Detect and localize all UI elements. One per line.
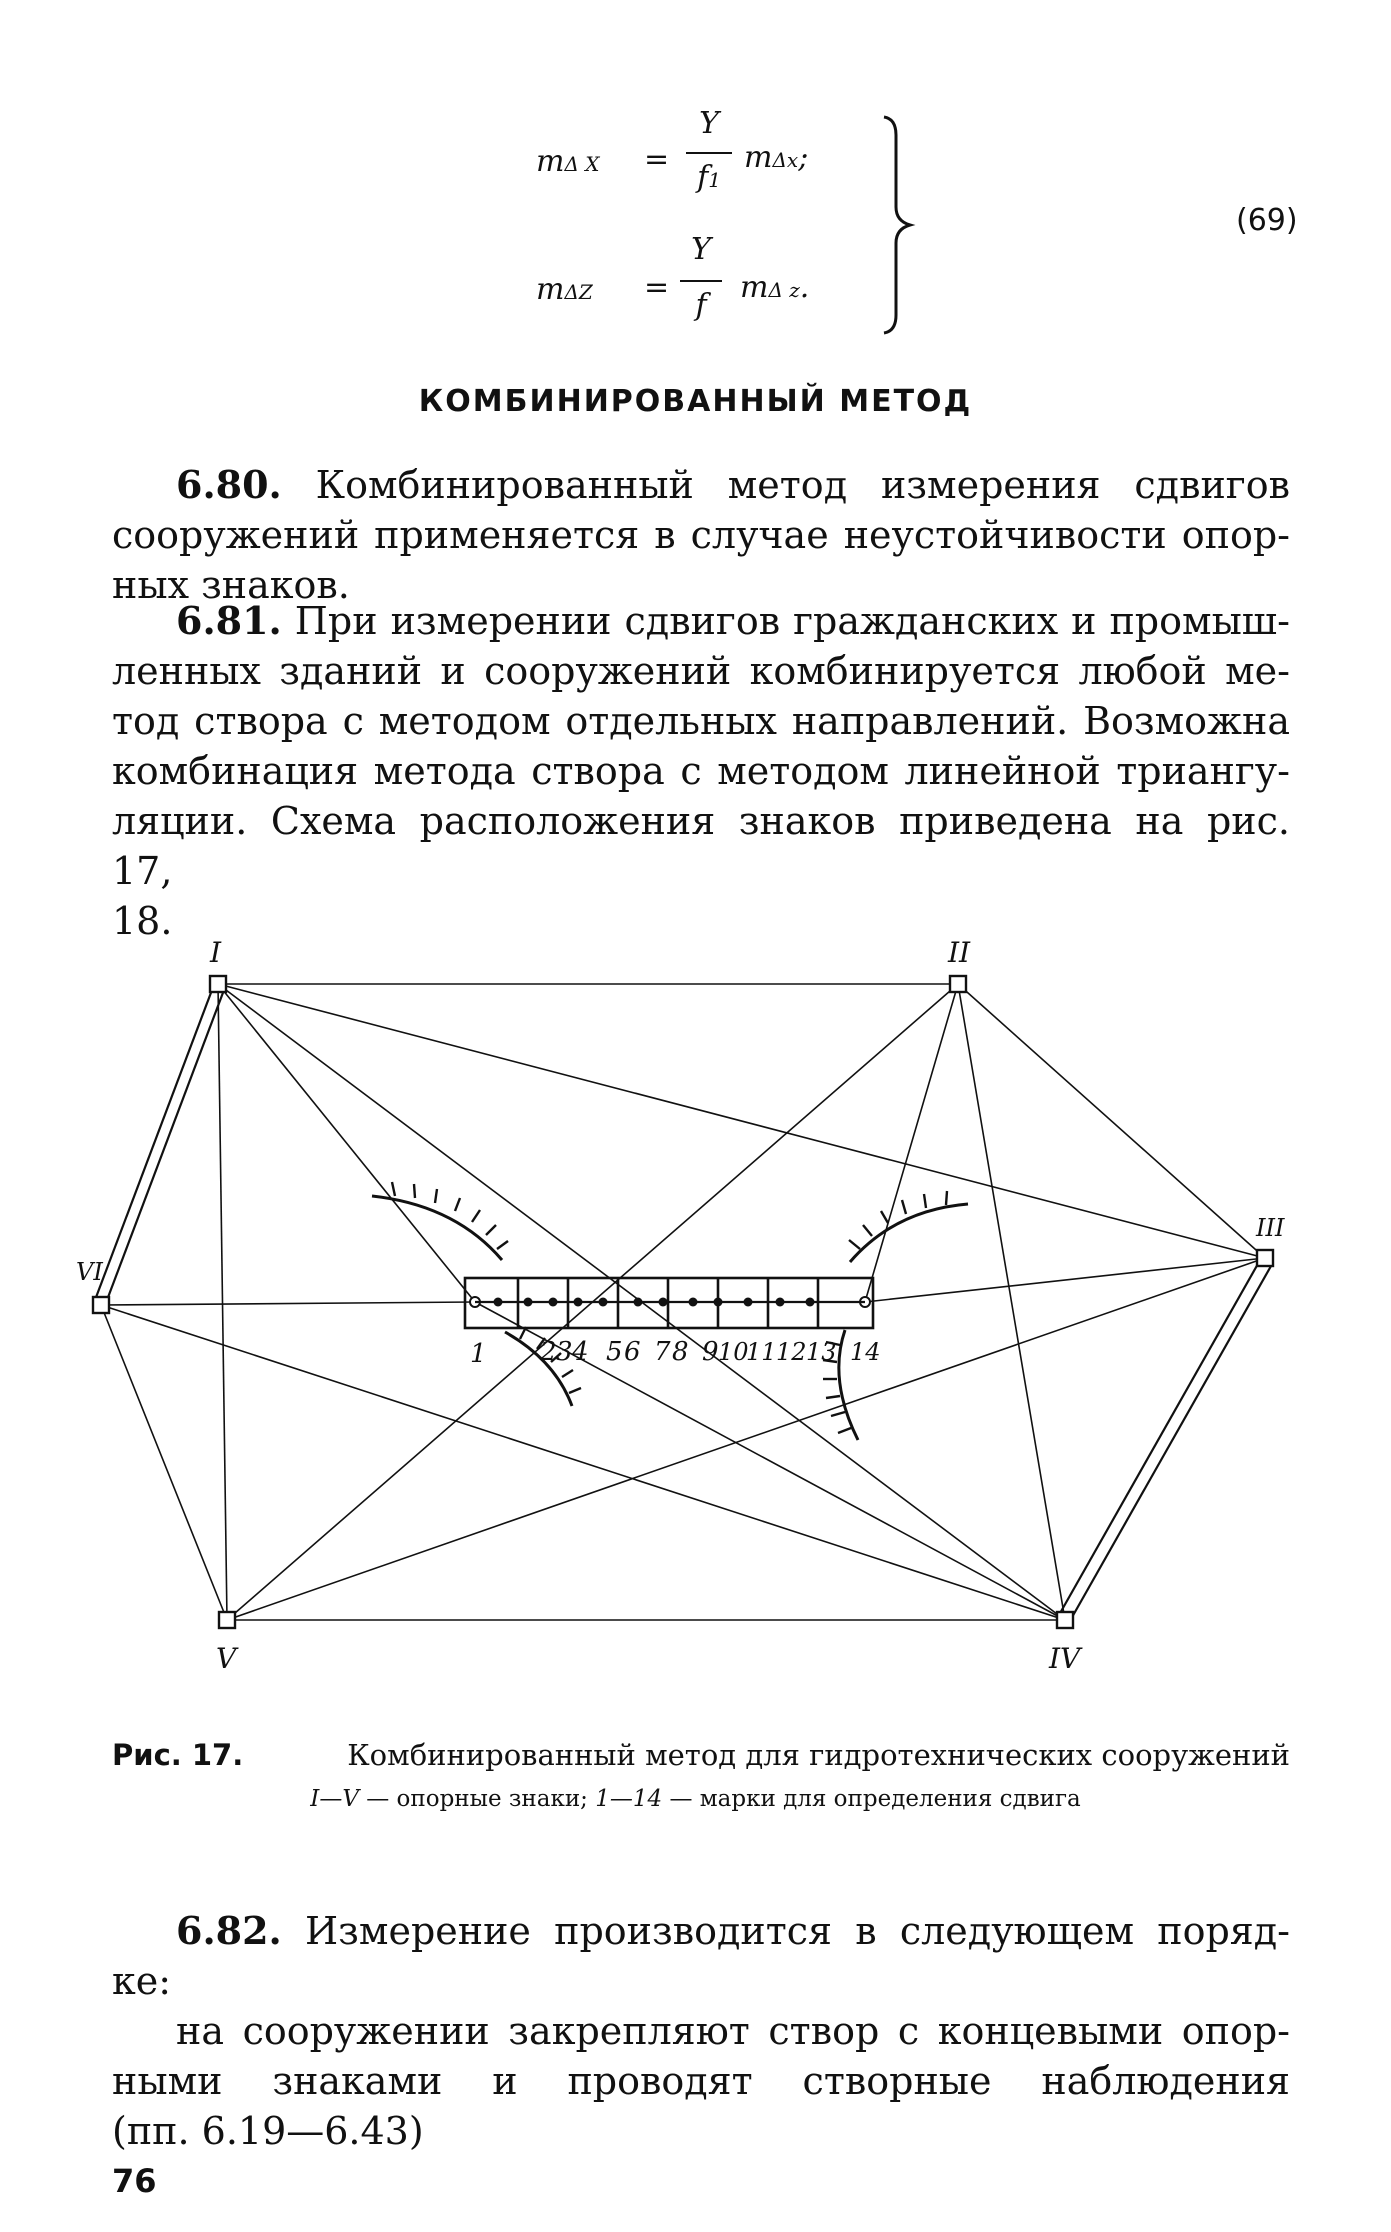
formula-line1-numerator: Y	[699, 106, 719, 141]
formula-line1-denominator: f1	[697, 160, 721, 195]
formula-line1-eq: =	[644, 142, 670, 177]
formula-line1-rhs: mΔx;	[744, 140, 809, 175]
mark-label: 8	[672, 1337, 689, 1367]
figure-caption-label: Рис. 17.	[112, 1738, 244, 1772]
formula-line2-lhs: mΔZ	[536, 272, 593, 307]
paragraph-6-80-line3: ных знаков.	[112, 563, 350, 607]
double-lines	[95, 990, 1271, 1619]
paragraph-6-80-line2: сооружений применяется в случае неустойчивости опор-	[112, 513, 1290, 557]
mark-label: 3	[556, 1337, 573, 1367]
paragraph-6-81-line5: ляции. Схема расположения знаков приведена на рис. 17,	[112, 799, 1290, 893]
paragraph-6-81-line2: ленных зданий и сооружений комбинируется любой ме-	[112, 649, 1290, 693]
figure-caption-title: Комбинированный метод для гидротехнических сооружений	[347, 1738, 1290, 1772]
paragraph-6-82	[112, 1906, 1290, 2156]
paragraph-6-80-line1: 6.80. Комбинированный метод измерения сдвигов	[176, 462, 1290, 507]
station-V-marker	[219, 1612, 235, 1628]
formula-line2-eq: =	[644, 270, 670, 305]
figure-legend: I—V — опорные знаки; 1—14 — марки для определения сдвига	[310, 1786, 1081, 1812]
mark-label: 11	[746, 1338, 777, 1366]
figure-caption	[112, 1738, 1290, 1772]
equation-number: (69)	[1236, 203, 1298, 238]
station-I-marker	[210, 976, 226, 992]
bank-curves	[372, 1196, 968, 1440]
mark-label: 10	[718, 1338, 749, 1366]
paragraph-6-82-line2: ке:	[112, 1959, 172, 2003]
formula-line1-lhs: mΔ X	[536, 144, 600, 179]
station-VI-marker	[93, 1297, 109, 1313]
mark-label: 2	[540, 1337, 557, 1367]
station-label-IV: IV	[1049, 1642, 1081, 1675]
station-label-II: II	[948, 936, 971, 969]
mark-label: 7	[654, 1337, 671, 1367]
station-label-I: I	[210, 936, 222, 969]
paragraph-6-82-line4: ными знаками и проводят створные наблюдения	[112, 2059, 1290, 2103]
page-number: 76	[112, 2162, 157, 2200]
mark-label: 4	[572, 1337, 589, 1367]
station-III-marker	[1257, 1250, 1273, 1266]
mark-label: 6	[624, 1337, 641, 1367]
mark-label: 5	[606, 1337, 623, 1367]
mark-labels	[470, 1337, 881, 1369]
paragraph-6-81-line3: тод створа с методом отдельных направлений. Возможна	[112, 699, 1290, 743]
station-label-VI: VI	[76, 1258, 103, 1286]
mark-label: 1	[470, 1339, 487, 1369]
formula-line2-denominator: f	[695, 288, 707, 323]
mark-label: 14	[850, 1338, 881, 1366]
paragraph-6-82-line3: на сооружении закрепляют створ с концевыми опор-	[176, 2009, 1290, 2053]
formula-line2-rhs: mΔ z.	[740, 270, 810, 305]
mark-label: 12	[776, 1338, 807, 1366]
paragraph-6-81-line6: 18.	[112, 899, 173, 943]
formula-line2-numerator: Y	[691, 232, 711, 267]
paragraph-6-82-line1: 6.82. Измерение производится в следующем поряд-	[176, 1908, 1290, 1953]
station-II-marker	[950, 976, 966, 992]
paragraph-6-81-line1: 6.81. При измерении сдвигов гражданских и промыш-	[176, 598, 1290, 643]
paragraph-6-81-line4: комбинация метода створа с методом линейной триангу-	[112, 749, 1290, 793]
mark-label: 9	[702, 1337, 719, 1367]
station-label-V: V	[216, 1642, 237, 1675]
paragraph-6-82-line5: (пп. 6.19—6.43)	[112, 2109, 424, 2153]
mark-label: 13	[806, 1338, 837, 1366]
station-label-III: III	[1256, 1214, 1285, 1242]
station-IV-marker	[1057, 1612, 1073, 1628]
section-heading: КОМБИНИРОВАННЫЙ МЕТОД	[418, 384, 973, 419]
